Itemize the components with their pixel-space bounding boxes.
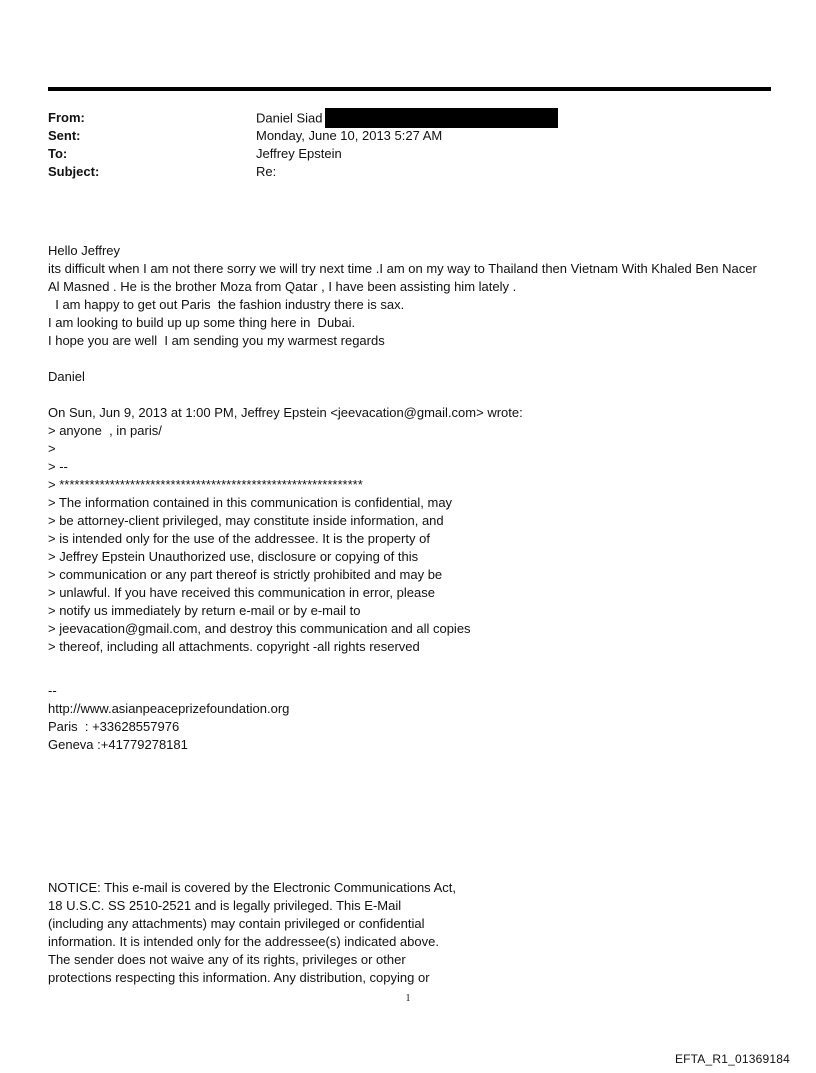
notice-line: protections respecting this information. Any distribution, copying or — [48, 970, 430, 985]
redaction-box — [325, 108, 558, 128]
spacer — [48, 350, 768, 368]
notice-line: information. It is intended only for the addressee(s) indicated above. — [48, 934, 439, 949]
message-body — [48, 242, 768, 656]
header-divider — [48, 87, 771, 91]
subject-value: Re: — [256, 164, 277, 179]
to-value: Jeffrey Epstein — [256, 146, 342, 161]
quoted-line: > anyone , in paris/ — [48, 423, 162, 438]
sent-row — [48, 127, 748, 145]
notice-line: (including any attachments) may contain privileged or confidential — [48, 916, 425, 931]
quoted-line: > notify us immediately by return e-mail or by e-mail to — [48, 603, 361, 618]
quoted-text — [48, 422, 768, 656]
signoff: Daniel — [48, 369, 85, 384]
subject-row — [48, 163, 748, 181]
message-paragraph: its difficult when I am not there sorry we will try next time .I am on my way to Thailand then Vietnam With Khaled Ben Nacer Al Masned . He is the brother Moza from Qatar , I have been assisting him lately . — [48, 261, 757, 294]
from-label: From: — [48, 110, 85, 125]
quoted-line: > — [48, 441, 56, 456]
sent-value: Monday, June 10, 2013 5:27 AM — [256, 128, 443, 143]
document-id: EFTA_R1_01369184 — [674, 1052, 790, 1066]
quoted-line: > unlawful. If you have received this communication in error, please — [48, 585, 435, 600]
quoted-line: > communication or any part thereof is strictly prohibited and may be — [48, 567, 443, 582]
greeting: Hello Jeffrey — [48, 243, 121, 258]
message-line-regards: I hope you are well I am sending you my warmest regards — [48, 333, 385, 348]
legal-notice — [48, 879, 768, 987]
to-label: To: — [48, 146, 68, 161]
quoted-line: > thereof, including all attachments. copyright -all rights reserved — [48, 639, 420, 654]
email-header — [48, 109, 748, 181]
from-value-container — [256, 109, 748, 127]
subject-label: Subject: — [48, 164, 100, 179]
signature-block — [48, 682, 768, 754]
sent-label: Sent: — [48, 128, 81, 143]
message-line-paris: I am happy to get out Paris the fashion industry there is sax. — [48, 297, 405, 312]
signature-separator: -- — [48, 683, 57, 698]
from-row — [48, 109, 748, 127]
notice-line: NOTICE: This e-mail is covered by the Electronic Communications Act, — [48, 880, 456, 895]
quoted-line: > ************************************************************ — [48, 477, 363, 492]
spacer — [48, 386, 768, 404]
quoted-line: > is intended only for the use of the addressee. It is the property of — [48, 531, 430, 546]
notice-line: The sender does not waive any of its rights, privileges or other — [48, 952, 406, 967]
notice-line: 18 U.S.C. SS 2510-2521 and is legally privileged. This E-Mail — [48, 898, 402, 913]
to-row — [48, 145, 748, 163]
signature-geneva-phone: Geneva :+41779278181 — [48, 737, 188, 752]
signature-paris-phone: Paris : +33628557976 — [48, 719, 180, 734]
quote-attribution: On Sun, Jun 9, 2013 at 1:00 PM, Jeffrey Epstein <jeevacation@gmail.com> wrote: — [48, 405, 523, 420]
quoted-line: > -- — [48, 459, 68, 474]
from-value: Daniel Siad — [256, 110, 323, 126]
signature-website: http://www.asianpeaceprizefoundation.org — [48, 701, 290, 716]
page-number: 1 — [405, 993, 411, 1004]
quoted-line: > be attorney-client privileged, may constitute inside information, and — [48, 513, 444, 528]
message-line-dubai: I am looking to build up up some thing here in Dubai. — [48, 315, 356, 330]
quoted-line: > jeevacation@gmail.com, and destroy this communication and all copies — [48, 621, 471, 636]
quoted-line: > The information contained in this communication is confidential, may — [48, 495, 453, 510]
quoted-line: > Jeffrey Epstein Unauthorized use, disclosure or copying of this — [48, 549, 419, 564]
